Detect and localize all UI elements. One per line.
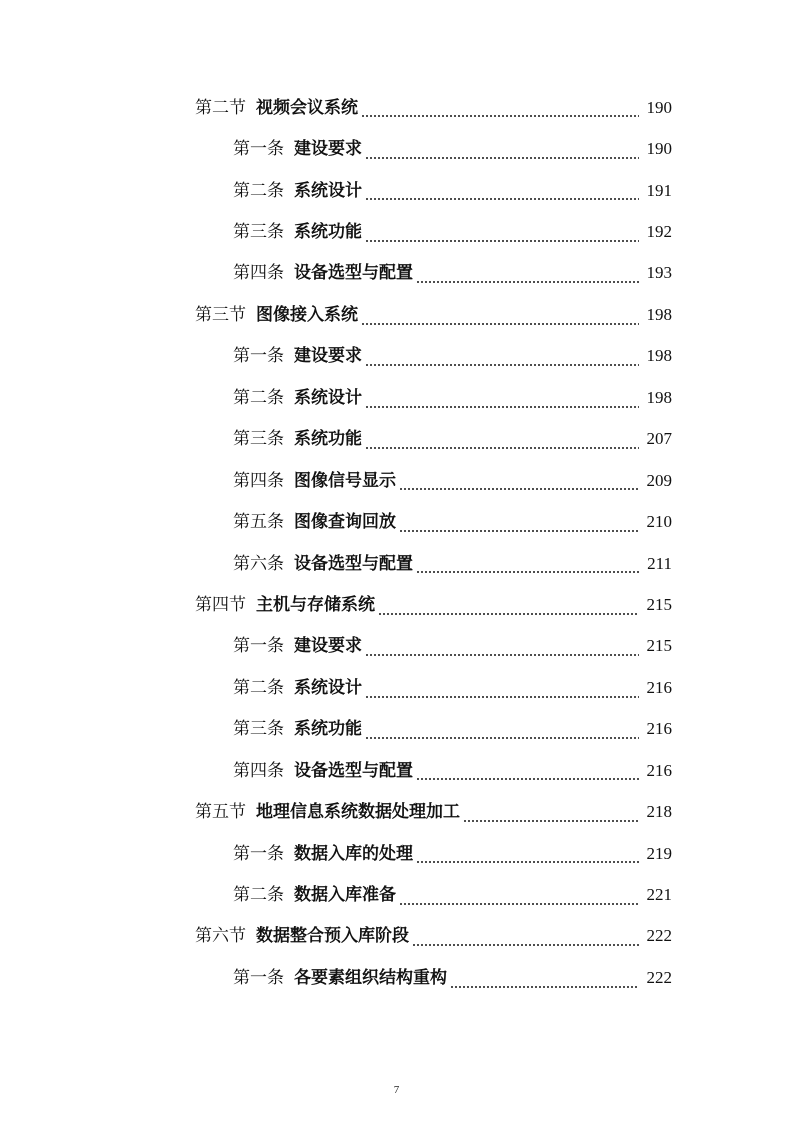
toc-article-entry[interactable] [0,211,793,252]
table-of-contents [0,87,793,999]
toc-entry-page: 198 [646,346,672,366]
toc-entry-page: 219 [646,843,672,863]
toc-article-entry[interactable] [0,501,793,542]
toc-entry-page: 211 [647,553,672,573]
toc-article-entry[interactable] [0,667,793,708]
toc-entry-page: 216 [646,677,672,697]
toc-dot-leader [450,986,639,988]
toc-dot-leader [365,654,639,656]
toc-entry-title: 系统功能 [294,222,362,243]
toc-entry-title: 建设要求 [294,139,362,160]
toc-dot-leader [365,240,639,242]
toc-article-entry[interactable] [0,750,793,791]
toc-entry-page: 198 [646,304,672,324]
toc-entry-number: 第六节 [195,926,246,947]
toc-entry-title: 设备选型与配置 [294,263,413,284]
toc-article-entry[interactable] [0,874,793,915]
toc-article-entry[interactable] [0,543,793,584]
toc-dot-leader [416,861,639,863]
toc-entry-number: 第一条 [233,346,284,367]
toc-entry-number: 第三节 [195,304,246,325]
toc-dot-leader [399,530,639,532]
toc-entry-title: 系统设计 [294,387,362,408]
toc-entry-title: 系统功能 [294,429,362,450]
toc-entry-page: 191 [646,180,672,200]
toc-dot-leader [361,323,639,325]
toc-entry-page: 221 [646,885,672,905]
toc-entry-page: 209 [646,470,672,490]
toc-entry-number: 第四条 [233,263,284,284]
toc-entry-number: 第四条 [233,470,284,491]
toc-entry-page: 192 [646,222,672,242]
toc-entry-number: 第三条 [233,719,284,740]
toc-entry-page: 207 [646,429,672,449]
toc-article-entry[interactable] [0,460,793,501]
toc-dot-leader [365,157,639,159]
toc-article-entry[interactable] [0,626,793,667]
toc-entry-title: 数据入库的处理 [294,843,413,864]
toc-entry-title: 主机与存储系统 [256,594,375,615]
toc-entry-page: 193 [646,263,672,283]
toc-entry-page: 215 [646,636,672,656]
toc-entry-number: 第二节 [195,97,246,118]
toc-entry-title: 设备选型与配置 [294,553,413,574]
toc-entry-title: 图像查询回放 [294,512,396,533]
toc-entry-page: 218 [646,802,672,822]
toc-article-entry[interactable] [0,833,793,874]
toc-entry-number: 第一条 [233,843,284,864]
toc-entry-page: 222 [646,926,672,946]
toc-article-entry[interactable] [0,128,793,169]
toc-section-entry[interactable] [0,916,793,957]
toc-entry-number: 第二条 [233,677,284,698]
toc-entry-page: 215 [646,594,672,614]
toc-dot-leader [412,944,639,946]
toc-dot-leader [463,820,639,822]
toc-dot-leader [365,198,639,200]
toc-entry-title: 各要素组织结构重构 [294,967,447,988]
toc-section-entry[interactable] [0,87,793,128]
page-number-footer: 7 [393,1084,400,1096]
toc-entry-title: 建设要求 [294,346,362,367]
toc-entry-title: 图像信号显示 [294,470,396,491]
toc-dot-leader [416,281,639,283]
toc-entry-number: 第三条 [233,222,284,243]
toc-entry-page: 190 [646,139,672,159]
toc-entry-number: 第四节 [195,594,246,615]
toc-section-entry[interactable] [0,584,793,625]
toc-entry-number: 第二条 [233,885,284,906]
toc-dot-leader [361,115,639,117]
toc-entry-title: 系统设计 [294,677,362,698]
toc-entry-number: 第五条 [233,512,284,533]
toc-dot-leader [399,903,639,905]
toc-dot-leader [365,696,639,698]
toc-entry-number: 第二条 [233,387,284,408]
toc-entry-page: 222 [646,967,672,987]
toc-entry-title: 数据整合预入库阶段 [256,926,409,947]
toc-dot-leader [378,613,639,615]
toc-article-entry[interactable] [0,419,793,460]
toc-article-entry[interactable] [0,957,793,998]
toc-entry-number: 第二条 [233,180,284,201]
toc-article-entry[interactable] [0,377,793,418]
toc-entry-number: 第一条 [233,139,284,160]
toc-entry-title: 地理信息系统数据处理加工 [256,802,460,823]
toc-entry-title: 系统功能 [294,719,362,740]
toc-entry-number: 第三条 [233,429,284,450]
toc-dot-leader [416,778,639,780]
toc-entry-title: 图像接入系统 [256,304,358,325]
toc-section-entry[interactable] [0,791,793,832]
toc-entry-title: 建设要求 [294,636,362,657]
toc-entry-number: 第一条 [233,636,284,657]
toc-dot-leader [365,406,639,408]
toc-article-entry[interactable] [0,253,793,294]
toc-entry-number: 第四条 [233,760,284,781]
toc-dot-leader [365,364,639,366]
toc-entry-number: 第五节 [195,802,246,823]
toc-entry-page: 216 [646,760,672,780]
toc-entry-title: 视频会议系统 [256,97,358,118]
toc-dot-leader [416,571,639,573]
toc-dot-leader [399,488,639,490]
toc-entry-title: 系统设计 [294,180,362,201]
toc-article-entry[interactable] [0,170,793,211]
toc-entry-page: 198 [646,387,672,407]
toc-dot-leader [365,447,639,449]
toc-entry-page: 216 [646,719,672,739]
toc-entry-page: 190 [646,97,672,117]
toc-entry-title: 数据入库准备 [294,885,396,906]
toc-article-entry[interactable] [0,336,793,377]
toc-entry-title: 设备选型与配置 [294,760,413,781]
toc-entry-number: 第六条 [233,553,284,574]
toc-dot-leader [365,737,639,739]
toc-article-entry[interactable] [0,709,793,750]
toc-section-entry[interactable] [0,294,793,335]
toc-entry-page: 210 [646,512,672,532]
toc-entry-number: 第一条 [233,967,284,988]
